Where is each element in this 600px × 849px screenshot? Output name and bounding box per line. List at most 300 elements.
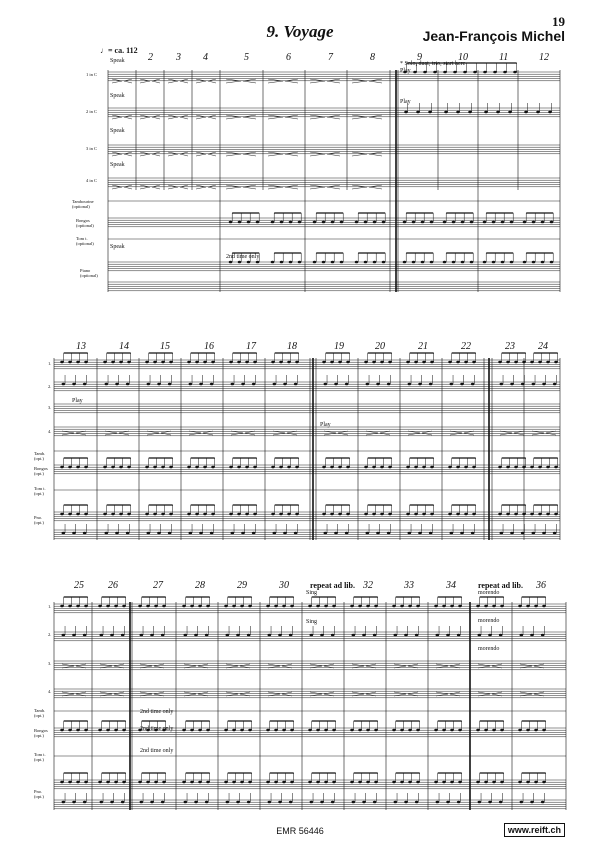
note-head xyxy=(224,729,228,732)
note-head xyxy=(122,729,126,732)
note-head xyxy=(106,729,110,732)
note-head xyxy=(111,361,115,364)
measure-number: 10 xyxy=(458,52,468,63)
measure-number: 32 xyxy=(363,580,373,591)
note-head xyxy=(330,361,334,364)
note-head xyxy=(542,532,546,535)
instrument-label: Tambourine (optional) xyxy=(72,199,94,209)
note-head xyxy=(373,261,377,264)
note-head xyxy=(150,634,154,637)
note-head xyxy=(229,513,233,516)
note-head xyxy=(406,513,410,516)
note-head xyxy=(350,729,354,732)
note-head xyxy=(238,221,242,224)
note-head xyxy=(450,383,454,386)
note-head xyxy=(68,466,72,469)
note-head xyxy=(457,801,461,804)
note-head xyxy=(476,605,480,608)
note-head xyxy=(190,605,194,608)
note-head xyxy=(100,801,104,804)
note-head xyxy=(184,634,188,637)
instrument-label: 4. xyxy=(48,429,52,434)
note-head xyxy=(72,532,76,535)
note-head xyxy=(195,361,199,364)
note-head xyxy=(316,729,320,732)
note-head xyxy=(416,605,420,608)
note-head xyxy=(154,781,158,784)
note-head xyxy=(278,801,282,804)
note-head xyxy=(483,261,487,264)
note-head xyxy=(366,383,370,386)
performance-direction: morendo xyxy=(478,590,500,596)
note-head xyxy=(382,261,386,264)
note-head xyxy=(195,466,199,469)
note-head xyxy=(506,361,510,364)
note-head xyxy=(271,221,275,224)
note-head xyxy=(412,221,416,224)
note-head xyxy=(526,781,530,784)
note-head xyxy=(248,729,252,732)
note-head xyxy=(461,261,465,264)
note-head xyxy=(206,781,210,784)
note-head xyxy=(205,801,209,804)
note-head xyxy=(364,261,368,264)
measure-number: 11 xyxy=(499,52,509,63)
note-head xyxy=(231,532,235,535)
measure-number: 16 xyxy=(204,341,214,352)
note-head xyxy=(408,729,412,732)
measure-number: 15 xyxy=(160,341,170,352)
note-head xyxy=(530,513,534,516)
measure-number: 22 xyxy=(461,341,471,352)
note-head xyxy=(358,605,362,608)
note-head xyxy=(532,261,536,264)
note-head xyxy=(372,513,376,516)
publisher-url[interactable]: www.reift.ch xyxy=(504,823,565,837)
note-head xyxy=(387,532,391,535)
note-head xyxy=(448,466,452,469)
note-head xyxy=(366,729,370,732)
note-head xyxy=(84,729,88,732)
note-head xyxy=(518,781,522,784)
note-head xyxy=(324,605,328,608)
performance-direction: Sing xyxy=(306,619,318,625)
note-head xyxy=(68,513,72,516)
note-head xyxy=(256,261,260,264)
note-head xyxy=(414,361,418,364)
note-head xyxy=(530,634,534,637)
note-head xyxy=(60,513,64,516)
note-head xyxy=(161,634,165,637)
note-head xyxy=(443,221,447,224)
note-head xyxy=(394,634,398,637)
note-head xyxy=(76,466,80,469)
note-head xyxy=(430,513,434,516)
note-head xyxy=(190,781,194,784)
note-head xyxy=(324,383,328,386)
note-head xyxy=(115,383,119,386)
note-head xyxy=(229,466,233,469)
note-head xyxy=(418,532,422,535)
note-head xyxy=(245,466,249,469)
note-head xyxy=(501,221,505,224)
note-head xyxy=(145,466,149,469)
note-head xyxy=(241,383,245,386)
note-head xyxy=(320,801,324,804)
note-head xyxy=(446,634,450,637)
note-head xyxy=(499,634,503,637)
note-head xyxy=(100,634,104,637)
note-head xyxy=(358,729,362,732)
note-head xyxy=(421,221,425,224)
note-head xyxy=(289,261,293,264)
note-head xyxy=(68,781,72,784)
instrument-label: 3. xyxy=(48,661,52,666)
note-head xyxy=(324,781,328,784)
note-head xyxy=(241,532,245,535)
performance-direction: Sing xyxy=(306,590,318,596)
note-head xyxy=(274,605,278,608)
note-head xyxy=(518,605,522,608)
measure-number: 29 xyxy=(237,580,247,591)
note-head xyxy=(252,532,256,535)
note-head xyxy=(362,801,366,804)
note-head xyxy=(282,605,286,608)
note-head xyxy=(514,513,518,516)
note-head xyxy=(352,801,356,804)
note-head xyxy=(374,605,378,608)
measure-number: 2 xyxy=(148,52,153,63)
note-head xyxy=(542,383,546,386)
note-head xyxy=(98,605,102,608)
note-head xyxy=(146,605,150,608)
note-head xyxy=(153,466,157,469)
note-head xyxy=(408,605,412,608)
note-head xyxy=(240,605,244,608)
note-head xyxy=(380,513,384,516)
note-head xyxy=(247,221,251,224)
note-head xyxy=(290,729,294,732)
note-head xyxy=(147,532,151,535)
note-head xyxy=(266,781,270,784)
note-head xyxy=(488,801,492,804)
note-head xyxy=(232,781,236,784)
note-head xyxy=(331,221,335,224)
note-head xyxy=(366,605,370,608)
note-head xyxy=(366,781,370,784)
note-head xyxy=(468,111,472,114)
note-head xyxy=(154,605,158,608)
note-head xyxy=(198,729,202,732)
note-head xyxy=(224,605,228,608)
note-head xyxy=(546,361,550,364)
note-head xyxy=(340,261,344,264)
note-head xyxy=(464,466,468,469)
note-head xyxy=(476,729,480,732)
measure-number: 13 xyxy=(76,341,86,352)
note-head xyxy=(530,466,534,469)
note-head xyxy=(478,801,482,804)
note-head xyxy=(290,605,294,608)
measure-number: 28 xyxy=(195,580,205,591)
note-head xyxy=(161,513,165,516)
note-head xyxy=(162,605,166,608)
note-head xyxy=(470,261,474,264)
note-head xyxy=(413,71,417,74)
note-head xyxy=(324,729,328,732)
note-head xyxy=(310,801,314,804)
note-head xyxy=(376,383,380,386)
note-head xyxy=(453,71,457,74)
measure-number: 36 xyxy=(536,580,546,591)
note-head xyxy=(534,605,538,608)
note-head xyxy=(122,605,126,608)
note-head xyxy=(203,466,207,469)
note-head xyxy=(472,513,476,516)
note-head xyxy=(373,801,377,804)
note-head xyxy=(404,801,408,804)
note-head xyxy=(140,801,144,804)
note-head xyxy=(522,513,526,516)
note-head xyxy=(430,466,434,469)
note-head xyxy=(168,383,172,386)
note-head xyxy=(331,801,335,804)
note-head xyxy=(521,383,525,386)
note-head xyxy=(358,781,362,784)
note-head xyxy=(332,605,336,608)
note-head xyxy=(350,605,354,608)
note-head xyxy=(294,383,298,386)
catalog-code: EMR 56446 xyxy=(276,826,324,836)
note-head xyxy=(498,466,502,469)
note-head xyxy=(394,801,398,804)
note-head xyxy=(103,361,107,364)
note-head xyxy=(287,361,291,364)
note-head xyxy=(253,361,257,364)
measure-number: 26 xyxy=(108,580,118,591)
note-head xyxy=(546,513,550,516)
note-head xyxy=(412,261,416,264)
instrument-label: 1 in C xyxy=(86,72,98,77)
note-head xyxy=(456,361,460,364)
note-head xyxy=(114,781,118,784)
note-head xyxy=(414,513,418,516)
note-head xyxy=(161,801,165,804)
note-head xyxy=(153,361,157,364)
note-head xyxy=(119,513,123,516)
instrument-label: Tom t. (opt.) xyxy=(34,752,46,762)
note-head xyxy=(550,221,554,224)
note-head xyxy=(503,71,507,74)
note-head xyxy=(374,781,378,784)
note-head xyxy=(282,729,286,732)
note-head xyxy=(532,383,536,386)
measure-number: 20 xyxy=(375,341,385,352)
note-head xyxy=(456,466,460,469)
note-head xyxy=(324,532,328,535)
note-head xyxy=(364,513,368,516)
note-head xyxy=(500,729,504,732)
note-head xyxy=(538,361,542,364)
note-head xyxy=(373,634,377,637)
note-head xyxy=(392,605,396,608)
note-head xyxy=(72,383,76,386)
note-head xyxy=(406,466,410,469)
measure-number: 27 xyxy=(153,580,163,591)
note-head xyxy=(520,634,524,637)
instrument-label: Bongos (opt.) xyxy=(34,728,48,738)
note-head xyxy=(140,634,144,637)
note-head xyxy=(106,781,110,784)
note-head xyxy=(415,801,419,804)
instrument-label: 2. xyxy=(48,384,52,389)
note-head xyxy=(289,634,293,637)
note-head xyxy=(157,383,161,386)
note-head xyxy=(373,221,377,224)
measure-number: 25 xyxy=(74,580,84,591)
note-head xyxy=(423,71,427,74)
note-head xyxy=(536,111,540,114)
note-head xyxy=(500,781,504,784)
note-head xyxy=(546,466,550,469)
note-head xyxy=(484,729,488,732)
note-head xyxy=(240,729,244,732)
note-head xyxy=(428,111,432,114)
note-head xyxy=(332,729,336,732)
note-head xyxy=(542,781,546,784)
note-head xyxy=(282,781,286,784)
note-head xyxy=(434,605,438,608)
measure-number: 34 xyxy=(446,580,456,591)
note-head xyxy=(153,513,157,516)
note-head xyxy=(68,605,72,608)
note-head xyxy=(532,221,536,224)
note-head xyxy=(211,466,215,469)
note-head xyxy=(198,605,202,608)
note-head xyxy=(510,383,514,386)
note-head xyxy=(484,111,488,114)
note-head xyxy=(280,221,284,224)
note-head xyxy=(542,605,546,608)
note-head xyxy=(408,532,412,535)
note-head xyxy=(198,781,202,784)
note-head xyxy=(434,781,438,784)
instrument-label: Bongos (opt.) xyxy=(34,466,48,476)
measure-number: 30 xyxy=(279,580,289,591)
note-head xyxy=(226,801,230,804)
note-head xyxy=(442,781,446,784)
note-head xyxy=(60,466,64,469)
note-head xyxy=(493,71,497,74)
note-head xyxy=(492,729,496,732)
note-head xyxy=(442,729,446,732)
note-head xyxy=(119,466,123,469)
performance-direction: 2nd time only xyxy=(140,726,174,732)
note-head xyxy=(266,729,270,732)
note-head xyxy=(500,605,504,608)
note-head xyxy=(352,634,356,637)
note-head xyxy=(450,605,454,608)
note-head xyxy=(253,466,257,469)
measure-number: 7 xyxy=(328,52,333,63)
performance-direction: 2nd time only xyxy=(140,709,174,715)
note-head xyxy=(510,221,514,224)
note-head xyxy=(182,729,186,732)
note-head xyxy=(271,261,275,264)
note-head xyxy=(205,634,209,637)
note-head xyxy=(76,781,80,784)
note-head xyxy=(448,513,452,516)
note-head xyxy=(553,383,557,386)
note-head xyxy=(514,361,518,364)
note-head xyxy=(444,111,448,114)
measure-number: 9 xyxy=(417,52,422,63)
note-head xyxy=(554,513,558,516)
performance-direction: morendo xyxy=(478,646,500,652)
note-head xyxy=(169,513,173,516)
instrument-label: 2. xyxy=(48,632,52,637)
note-head xyxy=(484,605,488,608)
note-head xyxy=(330,513,334,516)
performance-direction: Play xyxy=(72,398,83,404)
note-head xyxy=(138,605,142,608)
note-head xyxy=(121,634,125,637)
note-head xyxy=(62,634,66,637)
note-head xyxy=(400,781,404,784)
note-head xyxy=(554,466,558,469)
note-head xyxy=(392,729,396,732)
note-head xyxy=(458,729,462,732)
note-head xyxy=(508,111,512,114)
repeat-label: repeat ad lib. xyxy=(478,581,523,590)
note-head xyxy=(416,781,420,784)
note-head xyxy=(380,361,384,364)
note-head xyxy=(388,361,392,364)
note-head xyxy=(553,532,557,535)
measure-number: 18 xyxy=(287,341,297,352)
instrument-label: Tamb. (opt.) xyxy=(34,708,46,718)
note-head xyxy=(463,71,467,74)
note-head xyxy=(206,605,210,608)
note-head xyxy=(310,634,314,637)
note-head xyxy=(84,466,88,469)
note-head xyxy=(182,781,186,784)
note-head xyxy=(98,781,102,784)
note-head xyxy=(68,729,72,732)
note-head xyxy=(522,361,526,364)
note-head xyxy=(236,634,240,637)
note-head xyxy=(483,71,487,74)
note-head xyxy=(248,605,252,608)
note-head xyxy=(498,361,502,364)
note-head xyxy=(295,361,299,364)
note-head xyxy=(278,634,282,637)
note-head xyxy=(190,729,194,732)
measure-number: 5 xyxy=(244,52,249,63)
note-head xyxy=(83,634,87,637)
note-head xyxy=(331,261,335,264)
note-head xyxy=(147,383,151,386)
note-head xyxy=(138,781,142,784)
note-head xyxy=(289,221,293,224)
note-head xyxy=(498,513,502,516)
note-head xyxy=(211,513,215,516)
note-head xyxy=(273,383,277,386)
note-head xyxy=(332,781,336,784)
note-head xyxy=(464,361,468,364)
note-head xyxy=(169,361,173,364)
note-head xyxy=(203,513,207,516)
